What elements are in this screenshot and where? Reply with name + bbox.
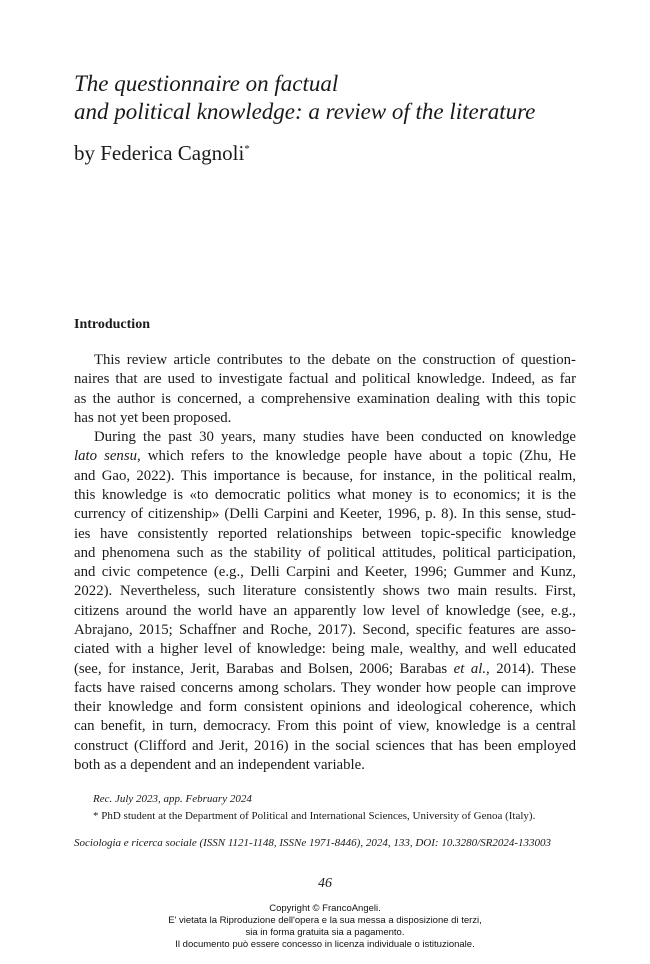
journal-reference: Sociologia e ricerca sociale (ISSN 1121-1148, ISSNe 1971-8446), 2024, 133, DOI: 10.3280/SR2024-133003 [74, 837, 552, 849]
body-line: 2022). Nevertheless, such literature consistently shows two main results. First, [74, 583, 576, 600]
body-line: and civic competence (e.g., Delli Carpini and Keeter, 1996; Gummer and Kunz, [74, 564, 576, 581]
article-title-line-2: and political knowledge: a review of the literature [74, 99, 536, 124]
body-line: can benefit, in turn, democracy. From this point of view, knowledge is a central [74, 718, 576, 735]
introduction-body [74, 351, 576, 775]
section-heading: Introduction [74, 317, 150, 332]
body-line: naires that are used to investigate factual and political knowledge. Indeed, as far [74, 371, 576, 388]
body-line-segment: (see, for instance, Jerit, Barabas and Bolsen, 2006; Barabas [74, 660, 454, 677]
body-line: this knowledge is «to democratic politics what money is to economics; it is the [74, 486, 576, 503]
received-date: Rec. July 2023, app. February 2024 [93, 793, 252, 805]
copyright-line: sia in forma gratuita sia a pagamento. [245, 927, 405, 938]
body-line: Abrajano, 2015; Schaffner and Roche, 2017). Second, specific features are asso- [74, 621, 576, 638]
body-line-segment: , which refers to the knowledge people have about a topic (Zhu, He [136, 448, 576, 465]
body-line: their knowledge and form consistent opinions and ideological coherence, which [74, 699, 576, 716]
body-line: currency of citizenship» (Delli Carpini and Keeter, 1996, p. 8). In this sense, stud- [74, 506, 576, 523]
body-line: has not yet been proposed. [74, 409, 232, 426]
body-line [74, 660, 576, 679]
page-number: 46 [318, 876, 332, 891]
body-line: and phenomena such as the stability of political attitudes, political participation, [74, 544, 576, 561]
body-line [74, 447, 576, 466]
copyright-line: Il documento può essere concesso in licenza individuale o istituzionale. [175, 939, 475, 950]
body-line: This review article contributes to the debate on the construction of question- [94, 352, 576, 368]
body-line: During the past 30 years, many studies have been conducted on knowledge [94, 429, 576, 446]
author-footnote-marker[interactable]: * [244, 143, 250, 155]
body-line: as the author is concerned, a comprehensive examination dealing with this topic [74, 390, 576, 407]
latin-term: lato sensu [74, 448, 137, 465]
body-line: ies have consistently reported relationships between topic-specific knowledge [74, 525, 576, 542]
body-line: both as a dependent and an independent variable. [74, 756, 365, 773]
copyright-notice [0, 903, 650, 951]
body-line: ciated with a higher level of knowledge: being male, wealthy, and well educated [74, 641, 576, 658]
body-line: construct (Clifford and Jerit, 2016) in the social sciences that has been employed [74, 737, 576, 754]
body-line: citizens around the world have an apparently low level of knowledge (see, e.g., [74, 602, 576, 619]
citation-et-al: et al. [453, 660, 487, 677]
author-name: by Federica Cagnoli [74, 141, 245, 165]
article-title [74, 70, 594, 126]
copyright-line: E' vietata la Riproduzione dell'opera e la sua messa a disposizione di terzi, [168, 915, 482, 926]
copyright-line: Copyright © FrancoAngeli. [269, 903, 381, 914]
article-title-line-1: The questionnaire on factual [74, 71, 339, 96]
body-line: facts have raised concerns among scholars. They wonder how people can improve [74, 679, 576, 696]
author-footnote: * PhD student at the Department of Political and International Sciences, University of Genoa (Italy). [93, 810, 536, 822]
body-line-segment: , 2014). These [486, 660, 576, 677]
body-line: and Gao, 2022). This importance is because, for instance, in the political realm, [74, 467, 576, 484]
author-byline [74, 140, 250, 166]
